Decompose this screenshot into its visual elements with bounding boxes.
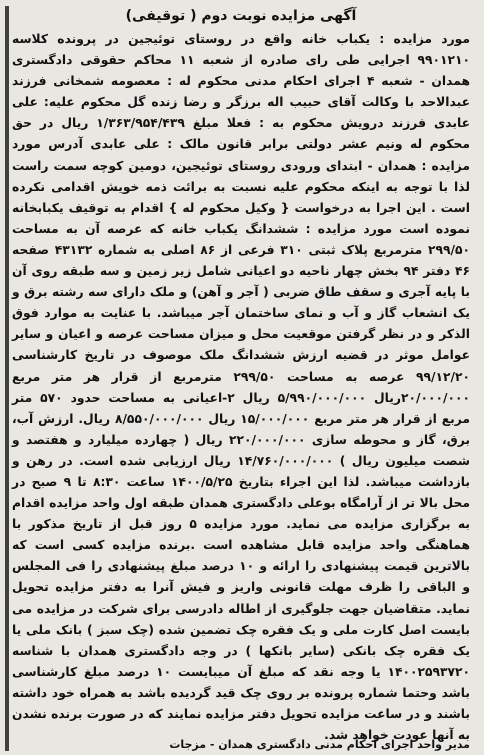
notice-title: آگهی مزایده نوبت دوم ( توقیفی)	[125, 8, 357, 24]
notice-signature: مدیر واحد اجرای احکام مدنی دادگستری همدان - مزجات	[169, 738, 470, 751]
notice-body: مورد مزایده : یکباب خانه واقع در روستای توئیجین در پرونده کلاسه ۹۹۰۱۲۱۰ اجرایی طی رای صادره از شعبه ۱۱ محاکم حقوقی دادگستری همدان - شعبه ۴ اجرای احکام مدنی محکوم له : معصومه شمخانی فرزند عبدالاحد با وکالت آقای حبیب اله برزگر و رضا زنده گل محکوم علیه: علی عابدی فرزند درویش محکوم به : فعلا مبلغ ۱/۳۶۳/۹۵۴/۴۳۹ ریال در حق محکوم له ونیم عشر دولتی برابر قانون مالک : علی عابدی آدرس مورد مزایده : همدان - ابتدای ورودی روستای توئیجین، دومین کوچه سمت راست لذا با توجه به اینکه محکوم علیه نسبت به برائت ذمه خویش اقدامی نکرده است . این اجرا به درخواست { وکیل محکوم له } اقدام به توقیف یکبابخانه نموده است مورد مزایده : ششدانگ یکباب خانه که عرصه آن به مساحت ۲۹۹/۵۰ مترمربع پلاک ثبتی ۳۱۰ فرعی از ۸۶ اصلی به شماره ۴۳۱۳۲ صفحه ۴۶ دفتر ۹۴ بخش چهار ناحیه دو اعیانی شامل زیر زمین و سه طبقه روی آن با پایه آجری و سقف طاق ضربی ( آجر و آهن) و ملک دارای سه رشته برق و یک انشعاب گاز و آب و نمای ساختمان آجر میباشد. با عنایت به موارد فوق الذکر و در نظر گرفتن موقعیت محل و میزان مساحت عرصه و اعیان و سایر عوامل موثر در قضیه ارزش ششدانگ ملک موصوف در تاریخ کارشناسی ۹۹/۱۲/۲۰ عرصه به مساحت ۲۹۹/۵۰ مترمربع از قرار هر متر مربع ۲۰/۰۰۰/۰۰۰ریال ۵/۹۹۰/۰۰۰/۰۰۰ ریال ۲-اعیانی به مساحت حدود ۵۷۰ متر مربع از قرار هر متر مربع ۱۵/۰۰۰/۰۰۰ ریال ۸/۵۵۰/۰۰۰/۰۰۰ ریال. ارزش آب، برق، گاز و محوطه سازی ۲۲۰/۰۰۰/۰۰۰ ریال ( چهارده میلیارد و هفتصد و شصت میلیون ریال ) ۱۴/۷۶۰/۰۰۰/۰۰۰ ریال ارزیابی شده است. در رهن و بازداشت میباشد. لذا این اجراء بتاریخ ۱۴۰۰/۵/۲۵ ساعت ۸:۳۰ تا ۹ صبح در محل بالا تر از آرامگاه بوعلی دادگستری همدان طبقه اول واحد مزایده اقدام به برگزاری مزایده می نماید. مورد مزایده ۵ روز قبل از تاریخ مذکور با هماهنگی واحد مزایده قابل مشاهده است .برنده مزایده کسی است که بالاترین قیمت پیشنهادی را ارائه و ۱۰ درصد مبلغ پیشنهادی را فی المجلس و الباقی را ظرف مهلت قانونی واریز و فیش آنرا به دفتر مزایده تحویل نماید. متقاضیان جهت جلوگیری از اطاله دادرسی برای شرکت در مزایده می بایست اصل کارت ملی و یک فقره چک تضمین شده (چک سبز ) بانک ملی یا یک فقره چک بانکی (سایر بانکها ) در وجه دادگستری همدان با شناسه ۱۴۰۰۲۵۹۳۷۲۰ یا وجه نقد که مبلغ آن میبایست ۱۰ درصد مبلغ کارشناسی باشد وحتما شماره پرونده بر روی چک قید گردیده باشد به همراه خود داشته باشند و در ساعت مزایده تحویل دفتر مزایده نمایند که در صورت برنده نشدن به آنها عودت خواهد شد.	[12, 32, 471, 743]
scan-edge	[5, 6, 9, 751]
